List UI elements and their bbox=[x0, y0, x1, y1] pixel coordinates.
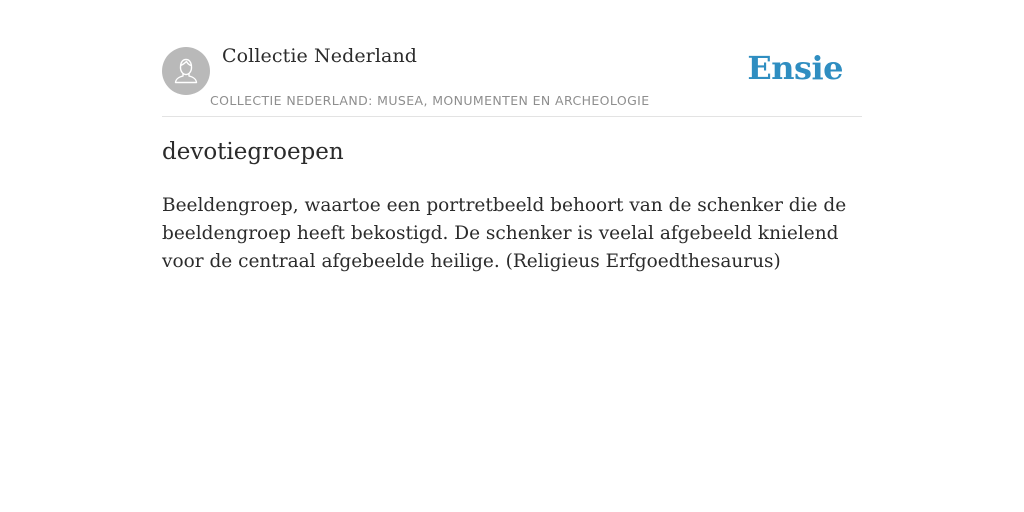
entry-card bbox=[162, 0, 862, 272]
entry-header bbox=[162, 0, 862, 117]
ensie-logo[interactable]: Ensie bbox=[747, 49, 843, 87]
author-avatar[interactable] bbox=[162, 47, 210, 95]
author-name[interactable]: Collectie Nederland bbox=[222, 45, 418, 67]
source-label[interactable]: COLLECTIE NEDERLAND: MUSEA, MONUMENTEN EN ARCHEOLOGIE bbox=[210, 93, 650, 108]
user-outline-icon bbox=[162, 47, 210, 95]
entry-definition: Beeldengroep, waartoe een portretbeeld behoort van de schenker die de beeldengroep heeft bekostigd. De schenker is veelal afgebeeld knielend voor de centraal afgebeelde heilige. (Religieus Erfgoedthesaurus) bbox=[162, 195, 847, 272]
entry-term: devotiegroepen bbox=[162, 139, 344, 165]
